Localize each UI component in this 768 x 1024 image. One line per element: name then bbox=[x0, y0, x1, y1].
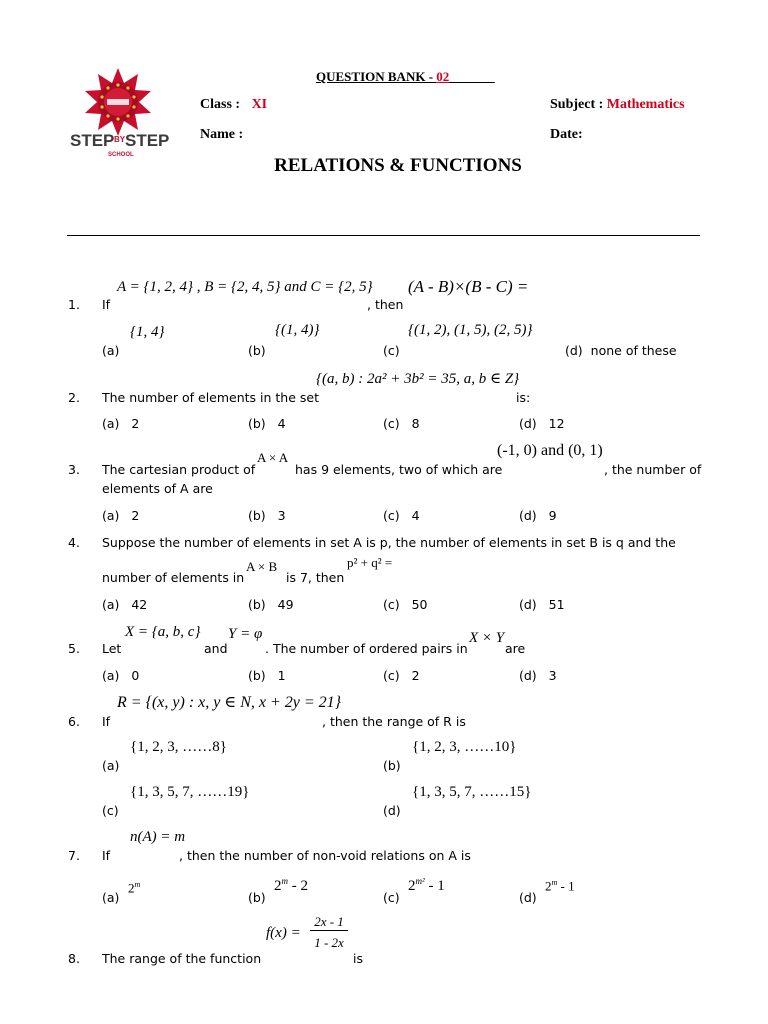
q1-option-b-value: {(1, 4)} bbox=[275, 322, 320, 338]
question-1-number: 1. bbox=[68, 297, 80, 312]
question-1-sets: A = {1, 2, 4} , B = {2, 4, 5} and C = {2, 5} bbox=[117, 279, 373, 295]
q6-option-a-label: (a) bbox=[102, 758, 120, 773]
question-8-denominator: 1 - 2x bbox=[314, 935, 344, 950]
q3-option-c: (c) 4 bbox=[383, 508, 420, 523]
question-8-numerator: 2x - 1 bbox=[310, 914, 348, 931]
question-7-suffix: , then the number of non-void relations on A is bbox=[179, 848, 471, 863]
q1-option-d bbox=[565, 343, 677, 358]
q6-option-a-value: {1, 2, 3, ……8} bbox=[130, 739, 227, 755]
question-2-set: {(a, b) : 2a² + 3b² = 35, a, b ∈ Z} bbox=[316, 371, 520, 387]
q7-option-c-label: (c) bbox=[383, 890, 400, 905]
q1-option-c-label: (c) bbox=[383, 343, 400, 358]
question-2-suffix: is: bbox=[516, 390, 531, 405]
logo-text-school: SCHOOL bbox=[108, 152, 134, 158]
question-3-number: 3. bbox=[68, 462, 80, 477]
question-3-mid: has 9 elements, two of which are bbox=[295, 462, 503, 477]
class-field bbox=[200, 97, 267, 113]
question-8-suffix: is bbox=[353, 951, 363, 966]
q3-option-d: (d) 9 bbox=[519, 508, 557, 523]
q5-option-b: (b) 1 bbox=[248, 668, 286, 683]
logo-text-by: BY bbox=[114, 135, 126, 144]
question-4-number: 4. bbox=[68, 535, 80, 550]
question-bank-title bbox=[316, 69, 495, 85]
q6-option-b-label: (b) bbox=[383, 758, 401, 773]
question-2-text: The number of elements in the set bbox=[102, 390, 319, 405]
question-3-text: The cartesian product of bbox=[102, 462, 256, 477]
question-4-line2a: number of elements in bbox=[102, 570, 245, 585]
question-3-math-pairs: (-1, 0) and (0, 1) bbox=[497, 442, 603, 459]
q4-option-d: (d) 51 bbox=[519, 597, 565, 612]
q6-option-b-value: {1, 2, 3, ……10} bbox=[412, 739, 517, 755]
q7-option-c-value: $2^{m^2} - 1$ bbox=[408, 876, 445, 894]
question-6-suffix: , then the range of R is bbox=[322, 714, 466, 729]
question-8-math-lhs: f(x) = bbox=[266, 925, 301, 941]
question-5-and: and bbox=[204, 641, 228, 656]
question-4-line1: Suppose the number of elements in set A is p, the number of elements in set B is q and the bbox=[102, 535, 676, 550]
question-5-text: Let bbox=[102, 641, 122, 656]
q2-option-a: (a) 2 bbox=[102, 416, 140, 431]
logo-text-step: STEP bbox=[70, 131, 115, 150]
question-3-suffix: , the number of bbox=[604, 462, 702, 477]
q6-option-d-value: {1, 3, 5, 7, ……15} bbox=[412, 784, 532, 800]
q1-option-b-label: (b) bbox=[248, 343, 266, 358]
qb-underline-fill bbox=[449, 69, 495, 84]
question-5-mid: . The number of ordered pairs in bbox=[265, 641, 468, 656]
q7-option-d-value: 2$^m$ - 1 bbox=[545, 878, 575, 894]
q6-option-c-value: {1, 3, 5, 7, ……19} bbox=[130, 784, 250, 800]
q2-option-c: (c) 8 bbox=[383, 416, 420, 431]
q1-option-a-value: {1, 4} bbox=[130, 324, 165, 340]
logo-text-step2: STEP bbox=[125, 131, 170, 150]
subject-value: Mathematics bbox=[606, 97, 685, 112]
q1-option-c-value: {(1, 2), (1, 5), (2, 5)} bbox=[408, 322, 533, 338]
question-4-line2b: is 7, then bbox=[286, 570, 345, 585]
q2-option-b: (b) 4 bbox=[248, 416, 286, 431]
question-3-math-axa: A × A bbox=[257, 450, 289, 465]
class-label: Class : bbox=[200, 97, 241, 112]
question-5-math-xy: X × Y bbox=[469, 630, 505, 646]
question-1-then: , then bbox=[367, 297, 404, 312]
question-5-number: 5. bbox=[68, 641, 80, 656]
question-5-suffix: are bbox=[505, 641, 526, 656]
q7-option-b-value: 2$^m$ - 2 bbox=[274, 876, 308, 894]
q1-option-a-label: (a) bbox=[102, 343, 120, 358]
subject-field bbox=[550, 97, 685, 113]
question-6-text: If bbox=[102, 714, 111, 729]
question-5-math-x: X = {a, b, c} bbox=[125, 624, 201, 640]
question-8-number: 8. bbox=[68, 951, 80, 966]
question-3-line2: elements of A are bbox=[102, 481, 213, 496]
question-5-math-y: Y = φ bbox=[228, 626, 263, 642]
q1-option-d-label: (d) bbox=[565, 343, 583, 358]
q4-option-b: (b) 49 bbox=[248, 597, 294, 612]
question-4-math-pq: p² + q² = bbox=[347, 555, 393, 570]
q7-option-a-label: (a) bbox=[102, 890, 120, 905]
q2-option-d: (d) 12 bbox=[519, 416, 565, 431]
q5-option-a: (a) 0 bbox=[102, 668, 140, 683]
name-label: Name : bbox=[200, 127, 244, 142]
q4-option-c: (c) 50 bbox=[383, 597, 428, 612]
subject-label: Subject : bbox=[550, 97, 604, 112]
date-label: Date: bbox=[550, 127, 583, 142]
q5-option-d: (d) 3 bbox=[519, 668, 557, 683]
q7-option-b-label: (b) bbox=[248, 890, 266, 905]
question-7-number: 7. bbox=[68, 848, 80, 863]
logo-star-icon bbox=[68, 66, 170, 166]
question-7-math: n(A) = m bbox=[130, 829, 186, 845]
school-logo bbox=[68, 66, 170, 166]
q4-option-a: (a) 42 bbox=[102, 597, 148, 612]
q6-option-c-label: (c) bbox=[102, 803, 119, 818]
q6-option-d-label: (d) bbox=[383, 803, 401, 818]
question-2-number: 2. bbox=[68, 390, 80, 405]
question-1-prefix: If bbox=[102, 297, 111, 312]
header-divider bbox=[67, 235, 700, 236]
question-8-text: The range of the function bbox=[102, 951, 262, 966]
page-title: RELATIONS & FUNCTIONS bbox=[274, 155, 522, 176]
question-6-number: 6. bbox=[68, 714, 80, 729]
q3-option-a: (a) 2 bbox=[102, 508, 140, 523]
question-7-text: If bbox=[102, 848, 111, 863]
question-6-relation: R = {(x, y) : x, y ∈ N, x + 2y = 21} bbox=[117, 694, 342, 711]
question-1-expression: (A - B)×(B - C) = bbox=[408, 277, 529, 296]
q7-option-d-label: (d) bbox=[519, 890, 537, 905]
q7-option-a-value: 2$^m$ bbox=[128, 880, 141, 896]
qb-number: 02 bbox=[436, 69, 450, 84]
question-4-math-axb: A × B bbox=[246, 559, 278, 574]
q3-option-b: (b) 3 bbox=[248, 508, 286, 523]
q1-option-d-value: none of these bbox=[590, 343, 677, 358]
class-value: XI bbox=[251, 97, 268, 112]
qb-label: QUESTION BANK - bbox=[316, 69, 437, 84]
q5-option-c: (c) 2 bbox=[383, 668, 420, 683]
